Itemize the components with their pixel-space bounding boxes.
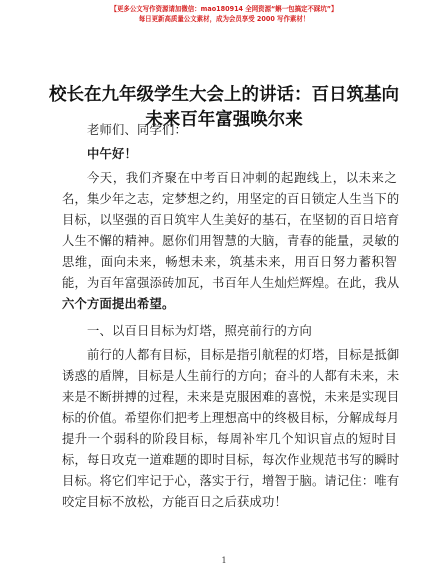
paragraph-line: 前行的人都有目标，目标是指引航程的灯塔，目标是抵御 <box>87 348 400 362</box>
promo-banner-line-1: 【更多公文写作资源请加微信：mao180914 全网资源“蝌一包搞定不踩坑”】 <box>110 5 338 13</box>
page-number: 1 <box>221 556 227 565</box>
paragraph-line: 咬定目标不放松，方能百日之后获成功！ <box>62 495 287 509</box>
paragraph-line: 目标。将它们牢记于心，落实于行，增智于脑。请记住：唯有 <box>62 474 400 488</box>
section-heading-1: 一、以百日目标为灯塔，照亮前行的方向 <box>87 324 312 338</box>
salutation: 老师们、同学们： <box>87 123 187 137</box>
paragraph-line: 目标，以坚强的百日筑牢人生美好的基石，在坚韧的百日培育 <box>62 213 400 227</box>
paragraph-line: 提升一个弱科的阶段目标，每周补牢几个知识盲点的短时目 <box>62 432 397 446</box>
paragraph-line: 能，为百年富强添砖加瓦，书百年人生灿烂辉煌。在此，我从 <box>62 276 400 290</box>
speech-title-line-1: 校长在九年级学生大会上的讲话：百日筑基向 <box>49 85 399 105</box>
paragraph-line: 标，每日攻克一道难题的即时目标，每次作业规范书写的瞬时 <box>62 453 400 467</box>
paragraph-line: 思维，面向未来，畅想未来，筑基未来，用百日努力蓄积智 <box>62 255 397 269</box>
paragraph-line: 今天，我们齐聚在中考百日冲刺的起跑线上，以未来之 <box>87 171 397 185</box>
paragraph-line-bold: 六个方面提出希望。 <box>62 297 175 311</box>
paragraph-line: 来是不断拼搏的过程，未来是克服困难的喜悦，未来是实现目 <box>62 390 400 404</box>
paragraph-line: 名，集少年之志，定梦想之约，用坚定的百日锁定人生当下的 <box>62 192 400 206</box>
paragraph-line: 人生不懈的精神。愿你们用智慧的大脑，青春的能量，灵敏的 <box>62 234 400 248</box>
paragraph-line: 标的价值。希望你们把考上理想高中的终极目标，分解成每月 <box>62 411 400 425</box>
promo-banner-line-2: 每日更新高质量公文素材，成为会员享受 2000 写作素材！ <box>138 15 310 23</box>
paragraph-line: 诱惑的盾牌，目标是人生前行的方向；奋斗的人都有未来，未 <box>62 369 400 383</box>
speech-title-line-2: 未来百年富强唤尔来 <box>145 110 303 130</box>
promo-banner <box>0 4 448 24</box>
greeting: 中午好！ <box>87 147 137 161</box>
